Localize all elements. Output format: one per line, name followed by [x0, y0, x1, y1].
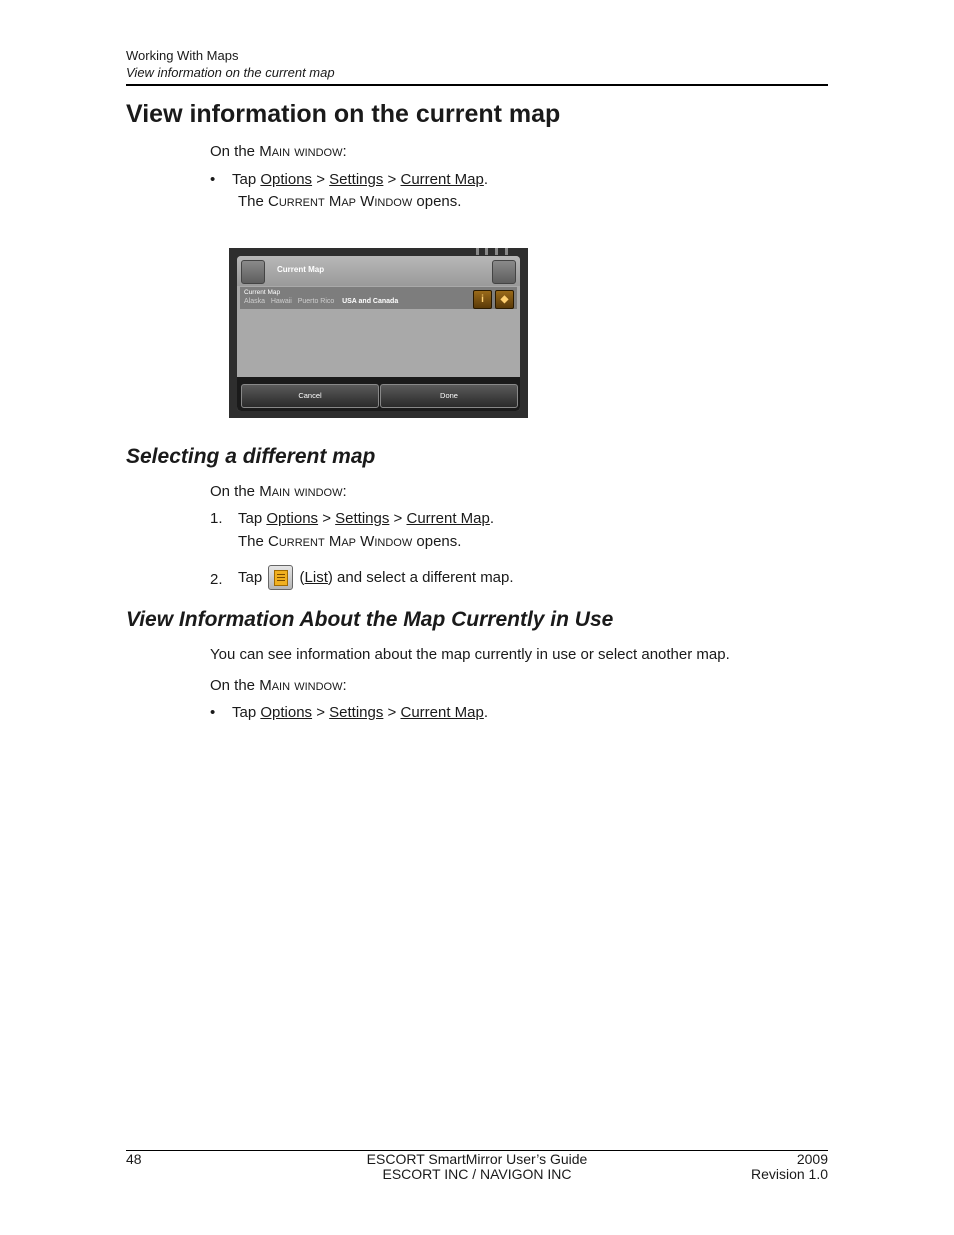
settings-link[interactable]: Settings [329, 171, 384, 188]
settings-link[interactable]: Settings [335, 510, 390, 527]
row-label: Current Map [244, 289, 281, 296]
back-arrow-icon[interactable] [241, 260, 265, 284]
s1-step: Tap Options > Settings > Current Map. [232, 171, 489, 188]
status-icon [476, 248, 479, 255]
current-map-row[interactable] [240, 287, 517, 309]
s3-text: You can see information about the map currently in use or select another map. [210, 646, 730, 663]
done-button[interactable]: Done [380, 384, 518, 408]
s2-num2: 2. [210, 571, 223, 588]
section-heading-selecting: Selecting a different map [126, 445, 376, 468]
status-icon [505, 248, 508, 255]
selected-map: USA and Canada [342, 298, 399, 305]
s1-intro: On the Main window: [210, 143, 347, 160]
s3-bullet: • [210, 704, 216, 721]
current-map-link[interactable]: Current Map [400, 171, 484, 188]
s3-step: Tap Options > Settings > Current Map. [232, 704, 489, 721]
current-map-link[interactable]: Current Map [406, 510, 490, 527]
options-link[interactable]: Options [260, 171, 313, 188]
current-map-window-screenshot [229, 248, 528, 418]
s2-intro: On the Main window: [210, 483, 347, 500]
page-number: 48 [126, 1151, 142, 1167]
settings-link[interactable]: Settings [329, 704, 384, 721]
section-heading-view-info: View Information About the Map Currently in Use [126, 608, 614, 631]
s1-result: The Current Map Window opens. [238, 193, 462, 210]
list-link[interactable]: List [304, 569, 328, 586]
footer-guide-title: ESCORT SmartMirror User’s Guide [366, 1151, 588, 1167]
footer-revision: Revision 1.0 [750, 1166, 828, 1182]
status-icon [485, 248, 488, 255]
current-map-link[interactable]: Current Map [400, 704, 484, 721]
forward-arrow-icon[interactable] [492, 260, 516, 284]
device-window-title: Current Map [277, 265, 325, 274]
footer-company: ESCORT INC / NAVIGON INC [382, 1166, 572, 1182]
footer-year: 2009 [796, 1151, 828, 1167]
page-title: View information on the current map [126, 100, 561, 128]
list-icon[interactable]: ◆ [495, 290, 514, 309]
s2-step1: Tap Options > Settings > Current Map. [238, 510, 495, 527]
map-options: Alaska Hawaii Puerto Rico USA and Canada [244, 298, 399, 305]
cancel-button[interactable]: Cancel [241, 384, 379, 408]
status-icon [495, 248, 498, 255]
s3-intro: On the Main window: [210, 677, 347, 694]
running-header-subsection: View information on the current map [126, 65, 335, 80]
list-icon[interactable] [268, 565, 293, 590]
running-header-section: Working With Maps [126, 48, 239, 63]
s1-bullet: • [210, 171, 216, 188]
s2-result: The Current Map Window opens. [238, 533, 462, 550]
options-link[interactable]: Options [266, 510, 319, 527]
info-icon[interactable]: i [473, 290, 492, 309]
s2-step2: Tap (List) and select a different map. [238, 565, 514, 590]
header-rule [126, 84, 828, 86]
options-link[interactable]: Options [260, 704, 313, 721]
s2-num1: 1. [210, 510, 223, 527]
